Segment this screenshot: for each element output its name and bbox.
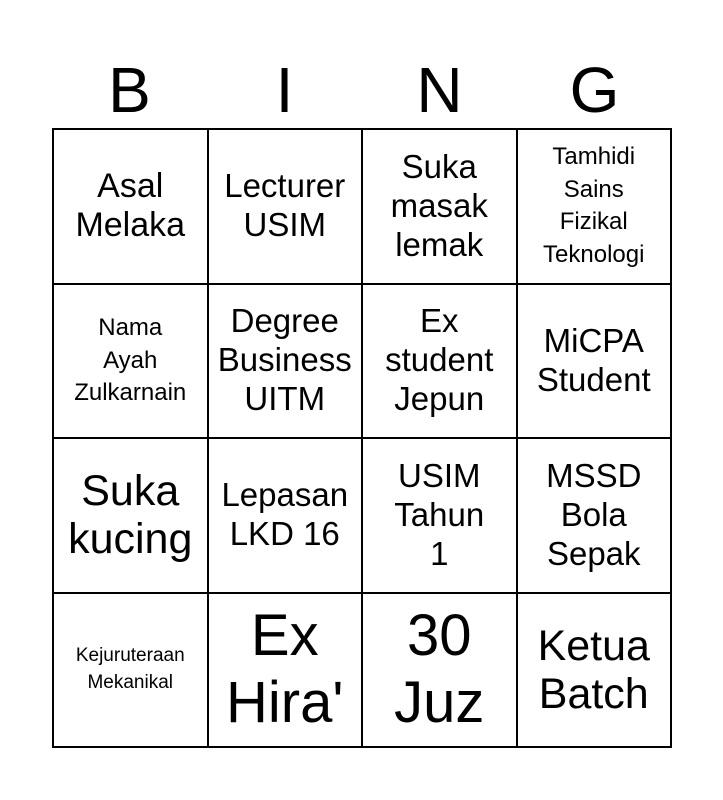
bingo-cell-r4c2[interactable]: Ex Hira' [209, 594, 364, 749]
header-letter-i: I [275, 54, 294, 126]
bingo-header [52, 52, 672, 128]
bingo-card-grid [52, 128, 672, 748]
bingo-cell-r1c1[interactable]: Asal Melaka [54, 130, 209, 285]
bingo-cell-r3c3[interactable]: USIM Tahun 1 [363, 439, 518, 594]
bingo-cell-r3c2[interactable]: Lepasan LKD 16 [209, 439, 364, 594]
header-letter-g: G [569, 54, 620, 126]
bingo-cell-r4c4[interactable]: Ketua Batch [518, 594, 673, 749]
bingo-cell-r1c2[interactable]: Lecturer USIM [209, 130, 364, 285]
bingo-cell-r1c3[interactable]: Suka masak lemak [363, 130, 518, 285]
bingo-cell-r4c3[interactable]: 30 Juz [363, 594, 518, 749]
bingo-cell-r3c1[interactable]: Suka kucing [54, 439, 209, 594]
bingo-cell-r2c4[interactable]: MiCPA Student [518, 285, 673, 440]
bingo-cell-r2c1[interactable]: Nama Ayah Zulkarnain [54, 285, 209, 440]
bingo-cell-r1c4[interactable]: Tamhidi Sains Fizikal Teknologi [518, 130, 673, 285]
bingo-cell-r4c1[interactable]: Kejuruteraan Mekanikal [54, 594, 209, 749]
bingo-cell-r2c2[interactable]: Degree Business UITM [209, 285, 364, 440]
bingo-cell-r2c3[interactable]: Ex student Jepun [363, 285, 518, 440]
header-letter-b: B [108, 54, 151, 126]
header-letter-n: N [416, 54, 463, 126]
bingo-cell-r3c4[interactable]: MSSD Bola Sepak [518, 439, 673, 594]
